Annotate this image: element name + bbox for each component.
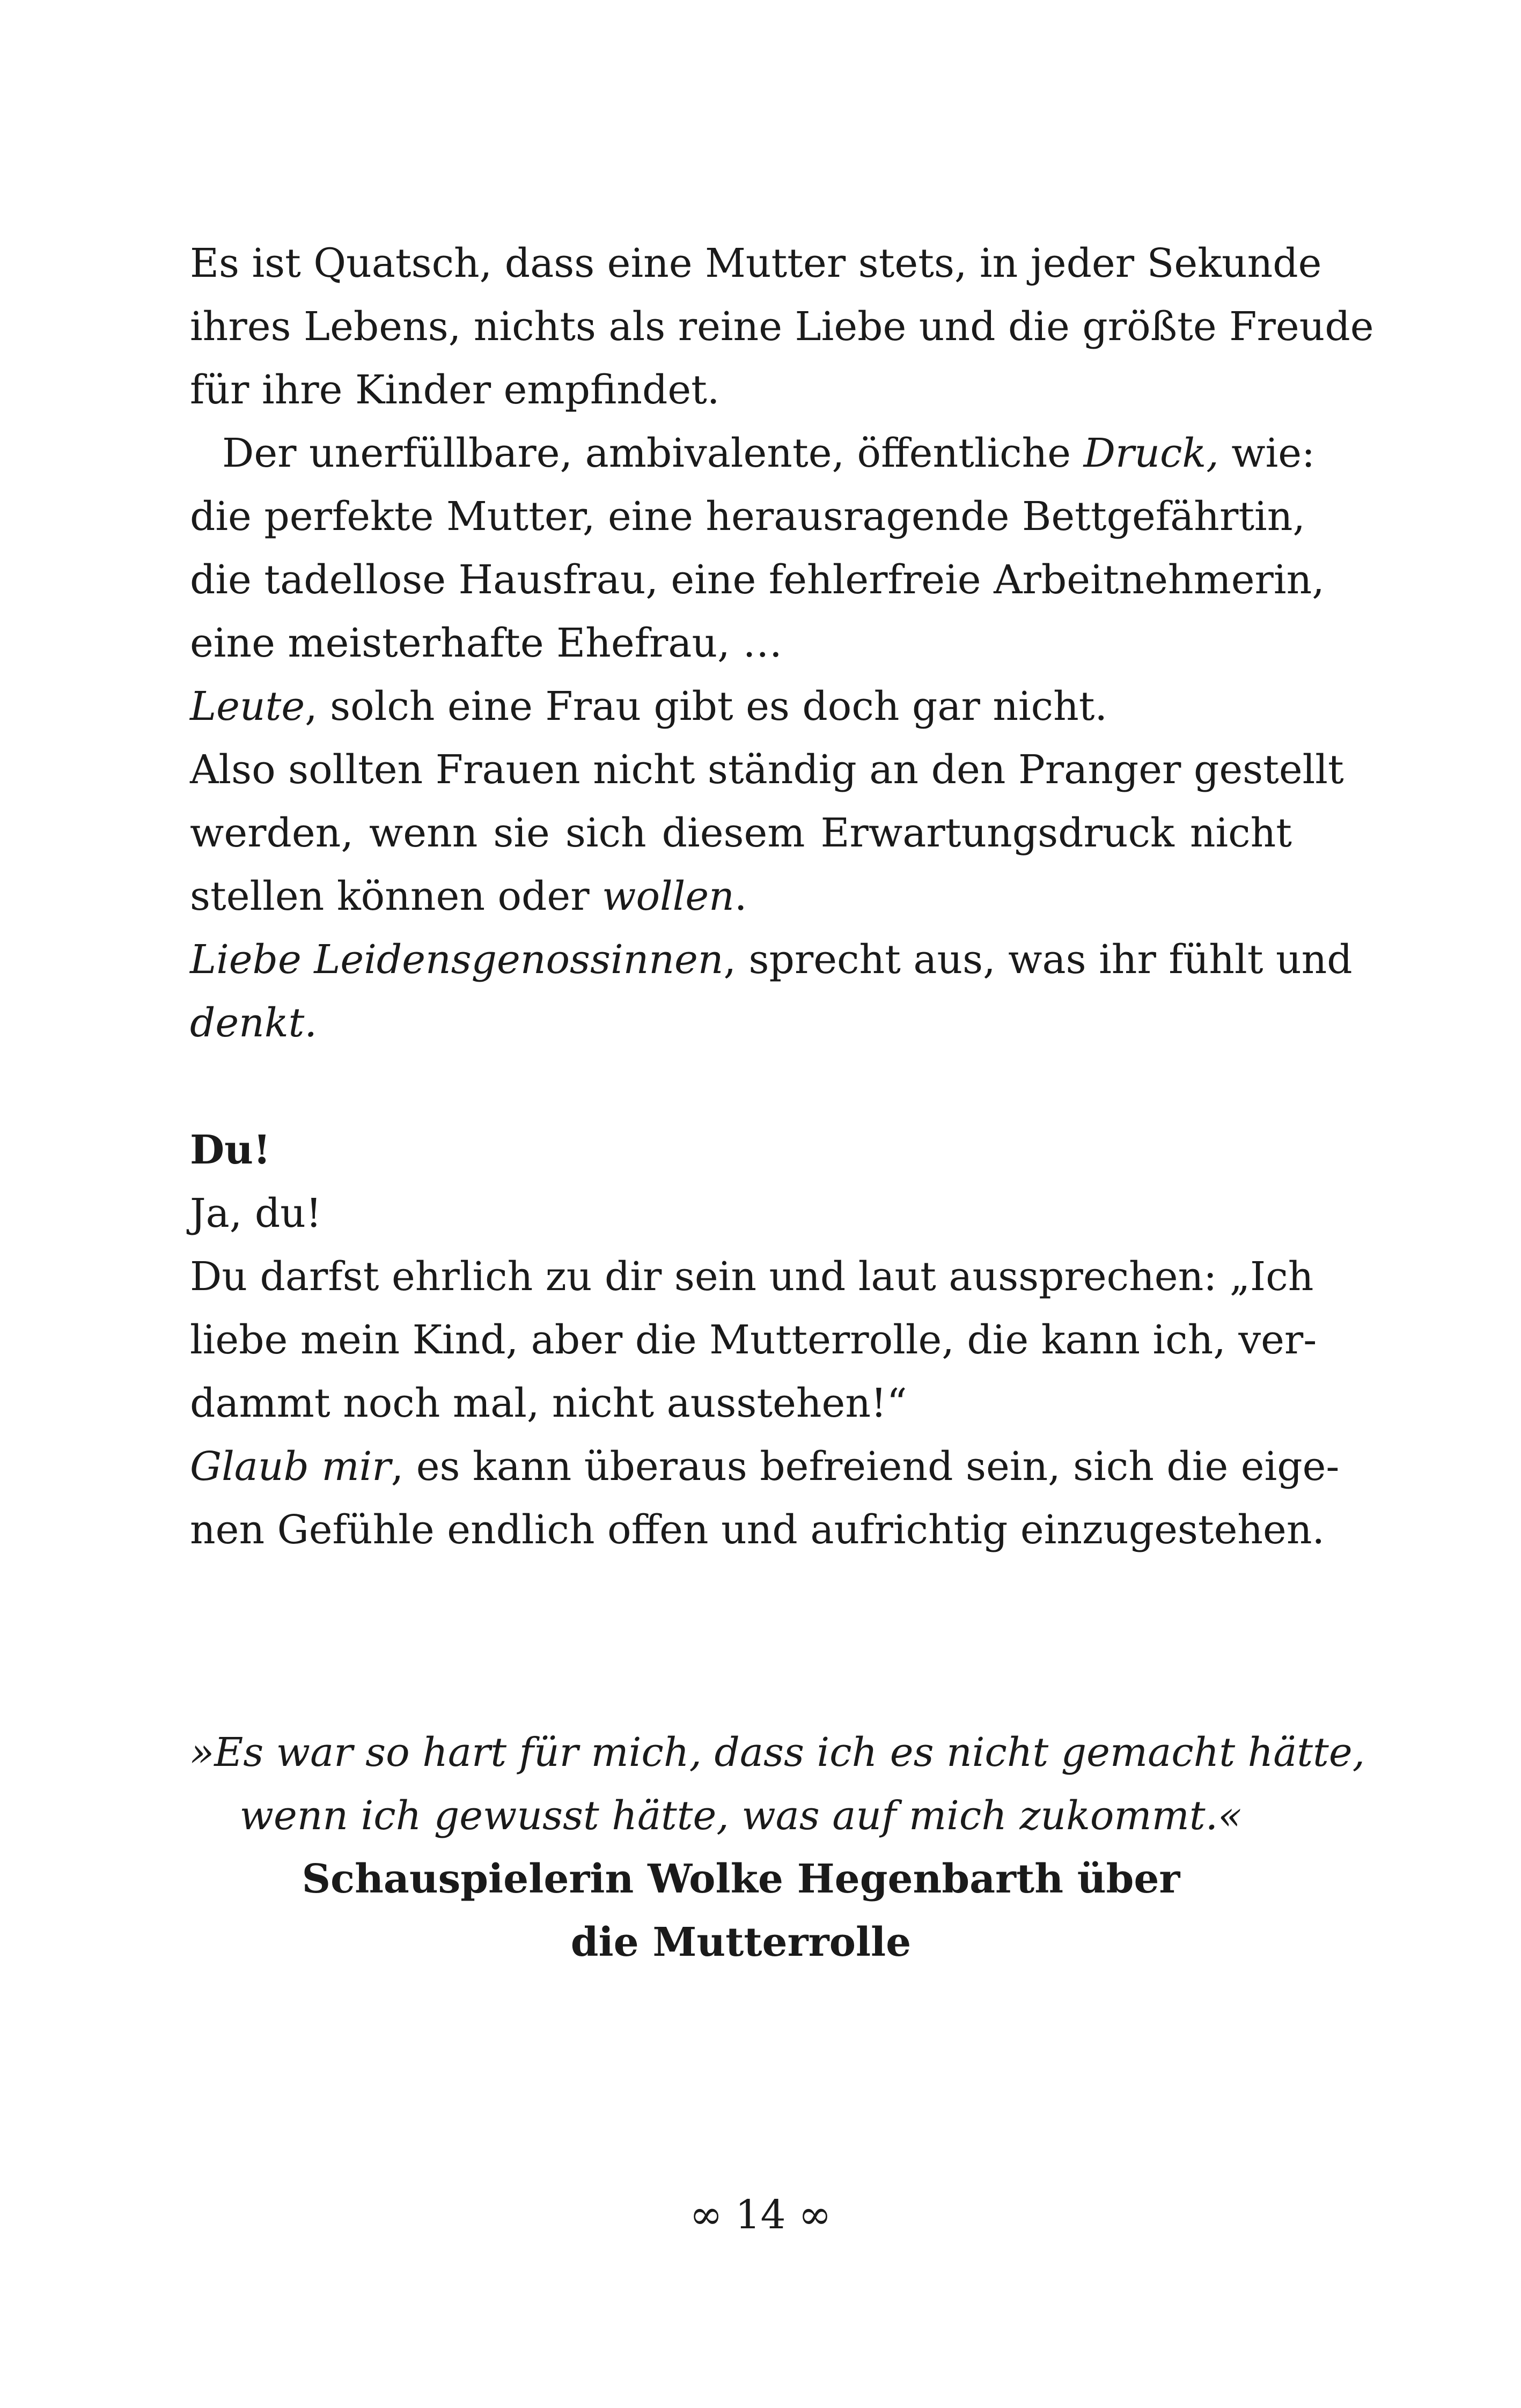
body-text-line	[190, 928, 1353, 991]
text-span: .	[734, 873, 747, 919]
emphasis-text: wollen	[602, 873, 734, 919]
text-span: Der unerfüllbare, ambivalente, öffentliche	[222, 430, 1084, 476]
body-text-line: Also sollten Frauen nicht ständig an den Pranger gestellt	[190, 747, 1344, 793]
body-text-line: dammt noch mal, nicht ausstehen!“	[190, 1380, 907, 1426]
text-span: , sprecht aus, was ihr fühlt und	[723, 937, 1353, 983]
body-text-line: die tadellose Hausfrau, eine fehlerfreie Arbeitnehmerin,	[190, 557, 1325, 603]
body-text-line: eine meisterhafte Ehefrau, …	[190, 620, 783, 666]
section-heading: Du!	[190, 1127, 271, 1173]
text-span: stellen können oder	[190, 873, 602, 919]
quote-attribution: Schauspielerin Wolke Hegenbarth über	[302, 1856, 1180, 1902]
body-text-line: Es ist Quatsch, dass eine Mutter stets, in jeder Sekunde	[190, 240, 1322, 286]
quote-attribution: die Mutterrolle	[570, 1919, 912, 1965]
emphasis-text: Leute	[190, 683, 305, 730]
body-text-line	[190, 865, 1292, 928]
emphasis-text: Liebe Leidensgenossinnen	[190, 937, 724, 983]
body-text-line: nen Gefühle endlich offen und aufrichtig einzugestehen.	[190, 1507, 1325, 1553]
body-text-line: die perfekte Mutter, eine herausragende Bettgefährtin,	[190, 494, 1305, 540]
body-text-line	[190, 675, 1292, 738]
body-text-line	[222, 422, 1316, 485]
page-number: ∞ 14 ∞	[689, 2192, 832, 2238]
text-span: , solch eine Frau gibt es doch gar nicht.	[305, 683, 1108, 730]
emphasis-text: denkt.	[190, 1000, 317, 1046]
body-text-line: ihres Lebens, nichts als reine Liebe und die größte Freude	[190, 304, 1374, 350]
emphasis-text: Glaub mir	[190, 1444, 391, 1490]
body-text-line: werden, wenn sie sich diesem Erwartungsdruck nicht	[190, 810, 1292, 856]
body-text-line	[190, 1435, 1340, 1498]
body-text-line: Ja, du!	[190, 1190, 322, 1236]
text-span: wie:	[1218, 430, 1316, 476]
body-text-line: Du darfst ehrlich zu dir sein und laut aussprechen: „Ich	[190, 1254, 1314, 1300]
quote-line: »Es war so hart für mich, dass ich es nicht gemacht hätte,	[190, 1729, 1365, 1776]
body-text-line	[190, 991, 1292, 1055]
quote-line: wenn ich gewusst hätte, was auf mich zukommt.«	[239, 1793, 1243, 1839]
text-span: , es kann überaus befreiend sein, sich die eige-	[391, 1444, 1340, 1490]
body-text-line: liebe mein Kind, aber die Mutterrolle, die kann ich, ver-	[190, 1317, 1317, 1363]
emphasis-text: Druck,	[1083, 430, 1219, 476]
body-text-line: für ihre Kinder empfindet.	[190, 367, 720, 413]
